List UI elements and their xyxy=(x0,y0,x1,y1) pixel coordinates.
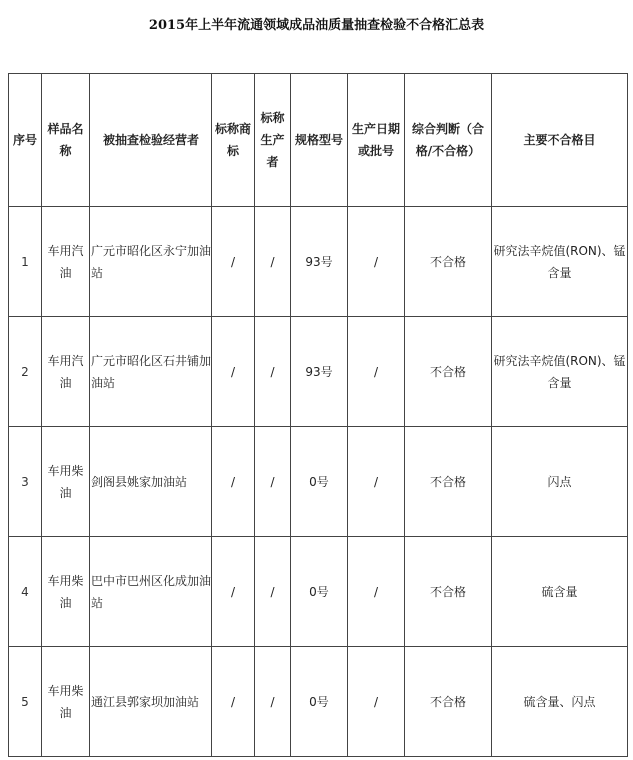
table-row xyxy=(9,537,628,647)
header-spec: 规格型号 xyxy=(291,74,348,207)
table-row xyxy=(9,427,628,537)
header-operator: 被抽查检验经营者 xyxy=(90,74,212,207)
header-sample-name: 样品名称 xyxy=(42,74,90,207)
row-seq: 2 xyxy=(9,317,42,427)
row-sample: 车用汽油 xyxy=(42,317,90,427)
summary-table xyxy=(8,73,628,757)
row-spec: 0号 xyxy=(291,427,348,537)
table-row xyxy=(9,647,628,757)
row-seq: 1 xyxy=(9,207,42,317)
row-defects: 硫含量、闪点 xyxy=(492,647,628,757)
row-batch: / xyxy=(348,207,405,317)
row-seq: 4 xyxy=(9,537,42,647)
row-operator: 通江县郭家坝加油站 xyxy=(90,647,212,757)
table-header-row xyxy=(9,74,628,207)
row-brand: / xyxy=(212,537,255,647)
row-judgment: 不合格 xyxy=(405,647,492,757)
header-brand: 标称商标 xyxy=(212,74,255,207)
row-producer: / xyxy=(255,427,291,537)
table-row xyxy=(9,317,628,427)
row-brand: / xyxy=(212,207,255,317)
row-judgment: 不合格 xyxy=(405,537,492,647)
row-sample: 车用柴油 xyxy=(42,537,90,647)
header-judgment: 综合判断（合格/不合格） xyxy=(405,74,492,207)
header-seq: 序号 xyxy=(9,74,42,207)
row-judgment: 不合格 xyxy=(405,207,492,317)
row-spec: 0号 xyxy=(291,537,348,647)
page-title: 2015年上半年流通领域成品油质量抽查检验不合格汇总表 xyxy=(148,18,485,33)
row-defects: 研究法辛烷值(RON)、锰含量 xyxy=(492,317,628,427)
row-batch: / xyxy=(348,317,405,427)
row-producer: / xyxy=(255,207,291,317)
row-batch: / xyxy=(348,537,405,647)
table-row xyxy=(9,207,628,317)
header-producer: 标称生产者 xyxy=(255,74,291,207)
row-judgment: 不合格 xyxy=(405,317,492,427)
row-brand: / xyxy=(212,647,255,757)
row-sample: 车用汽油 xyxy=(42,207,90,317)
row-batch: / xyxy=(348,427,405,537)
row-seq: 5 xyxy=(9,647,42,757)
row-defects: 硫含量 xyxy=(492,537,628,647)
header-defects: 主要不合格目 xyxy=(492,74,628,207)
row-brand: / xyxy=(212,317,255,427)
row-producer: / xyxy=(255,537,291,647)
row-seq: 3 xyxy=(9,427,42,537)
row-defects: 研究法辛烷值(RON)、锰含量 xyxy=(492,207,628,317)
row-judgment: 不合格 xyxy=(405,427,492,537)
row-spec: 93号 xyxy=(291,207,348,317)
row-defects: 闪点 xyxy=(492,427,628,537)
row-operator: 巴中市巴州区化成加油站 xyxy=(90,537,212,647)
row-brand: / xyxy=(212,427,255,537)
row-operator: 广元市昭化区石井铺加油站 xyxy=(90,317,212,427)
row-spec: 93号 xyxy=(291,317,348,427)
row-operator: 广元市昭化区永宁加油站 xyxy=(90,207,212,317)
row-sample: 车用柴油 xyxy=(42,427,90,537)
row-operator: 剑阁县姚家加油站 xyxy=(90,427,212,537)
row-producer: / xyxy=(255,647,291,757)
row-spec: 0号 xyxy=(291,647,348,757)
header-batch: 生产日期或批号 xyxy=(348,74,405,207)
row-sample: 车用柴油 xyxy=(42,647,90,757)
row-batch: / xyxy=(348,647,405,757)
row-producer: / xyxy=(255,317,291,427)
